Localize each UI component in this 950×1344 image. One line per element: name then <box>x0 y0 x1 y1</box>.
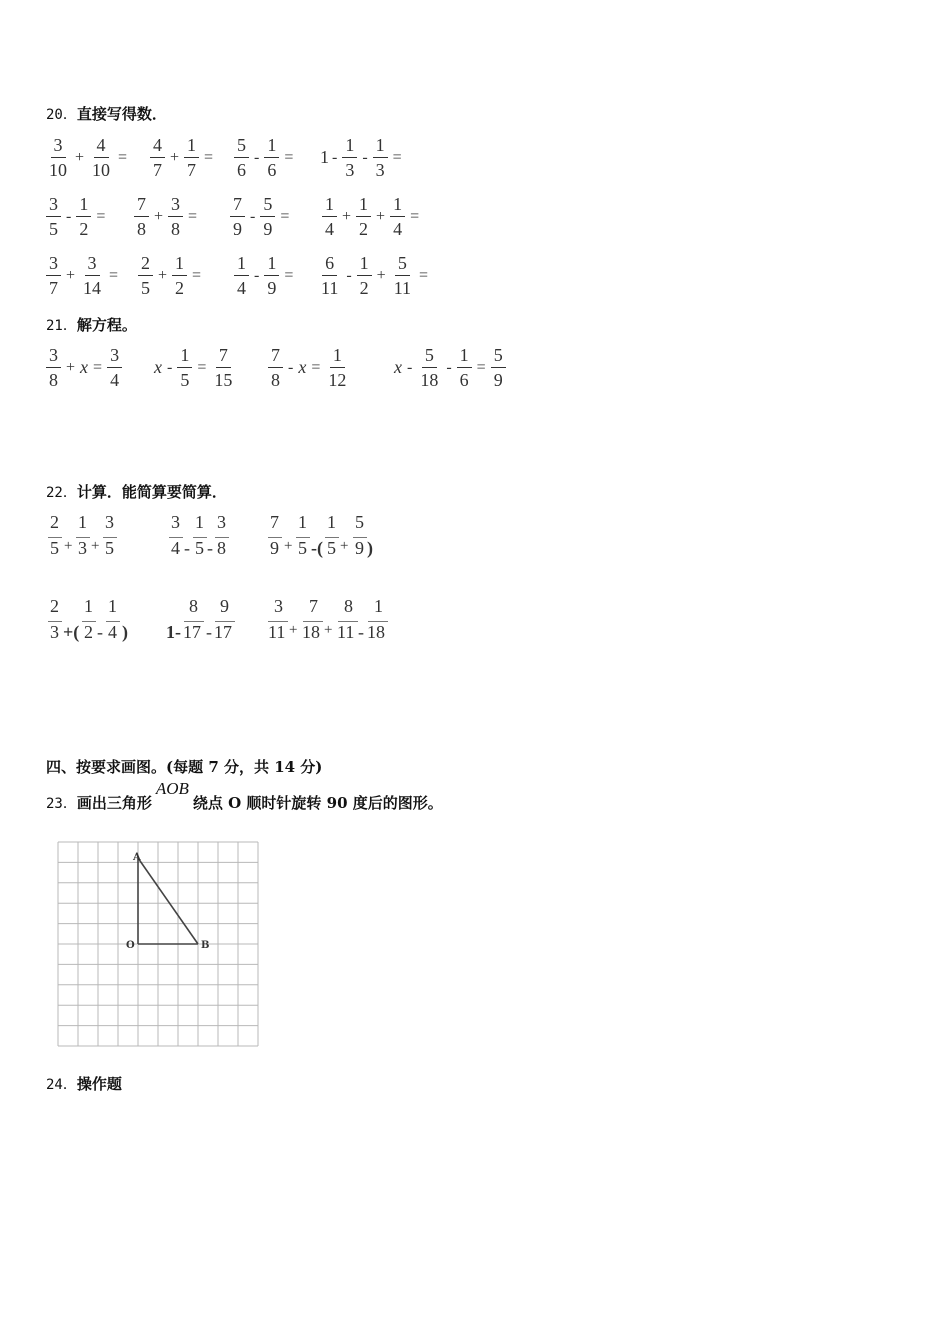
q22-expression: 2 1 3 5 + 3 + 5 <box>46 510 136 560</box>
q20-item: $\frac{6}{11}$ - $\frac{1}{2}$ + $\frac{5}{11}$ = <box>321 253 429 298</box>
segment-ab <box>138 858 198 944</box>
q22-number: 22． <box>46 485 77 501</box>
q20-item: $\frac{2}{5}$ + $\frac{1}{2}$ = <box>136 253 204 298</box>
q23-aob-label: AOB <box>155 779 189 798</box>
section-4-title: 四、按要求画图。(每题 7 分，共 14 分) <box>46 758 323 776</box>
q20-item: $\frac{5}{6}$ - $\frac{1}{6}$ = <box>232 135 296 180</box>
vertex-a-label: A <box>133 852 141 863</box>
q21-number: 21． <box>46 318 77 334</box>
q24-heading <box>46 1073 122 1094</box>
q23-heading <box>46 779 443 813</box>
q21-equation: $\frac{7}{8}$ - x = $\frac{1}{12}$ <box>266 345 351 390</box>
q22-expression: 8 9 1- 17 - 17 <box>166 594 246 644</box>
q21-heading <box>46 314 137 335</box>
q22-expression: 7 1 1 5 9 + 5 -( 5 + 9 ) <box>270 512 373 558</box>
q21-equation: x - $\frac{5}{18}$ - $\frac{1}{6}$ = $\frac{5}{9}$ <box>392 345 508 390</box>
q24-title: 操作题 <box>76 1075 122 1093</box>
q20-title: 直接写得数． <box>76 105 167 123</box>
q23-text-after: 绕点 O 顺时针旋转 90 度后的图形。 <box>192 794 443 812</box>
q22-title: 计算．能简算要简算． <box>76 483 227 501</box>
q20-item: $\frac{7}{8}$ + $\frac{3}{8}$ = <box>132 194 200 239</box>
q24-number: 24． <box>46 1077 77 1093</box>
q20-item: $\frac{1}{4}$ - $\frac{1}{9}$ = <box>232 253 296 298</box>
q23-number: 23． <box>46 796 77 812</box>
q23-grid-figure <box>54 838 264 1050</box>
q20-item: $\frac{3}{7}$ + $\frac{3}{14}$ = <box>44 253 121 298</box>
q20-item: $\frac{3}{10}$ + $\frac{4}{10}$ = <box>49 135 128 180</box>
q23-text-before: 画出三角形 <box>76 794 152 812</box>
q20-item: 1 - $\frac{1}{3}$ - $\frac{1}{3}$ = <box>320 135 402 180</box>
q22-expression: 3 7 8 1 11 + 18 + 11 - 18 <box>267 594 397 644</box>
q21-equation: $\frac{3}{8}$ + x = $\frac{3}{4}$ <box>44 345 124 390</box>
q21-equation: x - $\frac{1}{5}$ = $\frac{7}{15}$ <box>154 345 233 390</box>
q20-heading <box>46 103 167 124</box>
q20-item: $\frac{4}{7}$ + $\frac{1}{7}$ = <box>148 135 216 180</box>
q20-item: $\frac{1}{4}$ + $\frac{1}{2}$ + $\frac{1}{4}$ = <box>320 194 422 239</box>
vertex-b-label: B <box>201 940 210 951</box>
vertex-o-label: O <box>126 940 135 951</box>
q21-title: 解方程。 <box>76 316 137 334</box>
q22-expression: 2 1 1 3 +( 2 - 4 ) <box>50 596 128 642</box>
q22-expression: 3 1 3 4 - 5 - 8 <box>168 510 248 560</box>
q20-item: $\frac{3}{5}$ - $\frac{1}{2}$ = <box>44 194 108 239</box>
q22-heading <box>46 481 227 502</box>
q20-item: $\frac{7}{9}$ - $\frac{5}{9}$ = <box>228 194 292 239</box>
q20-number: 20． <box>46 107 77 123</box>
